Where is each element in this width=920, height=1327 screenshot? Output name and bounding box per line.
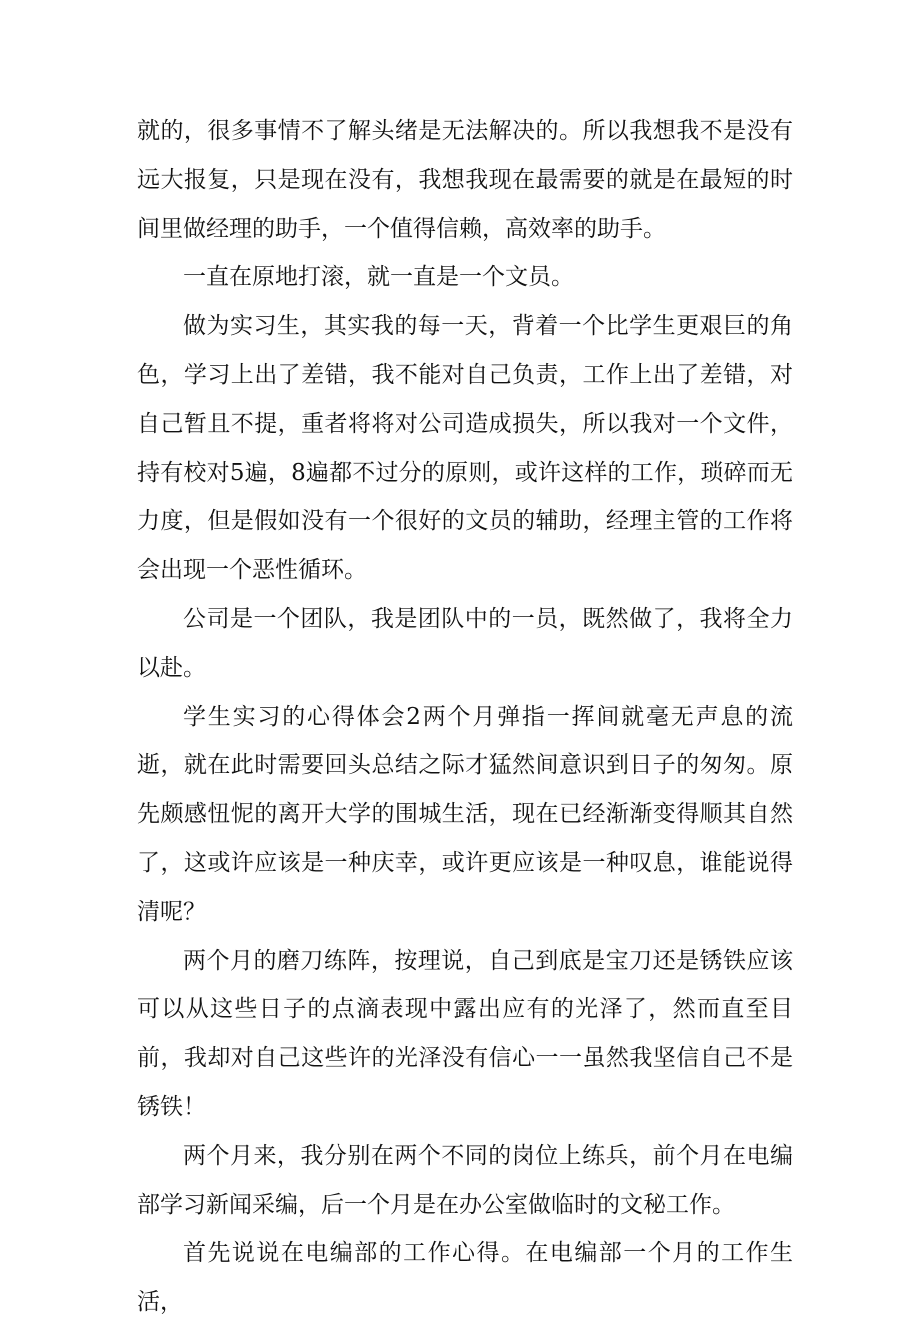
paragraph-4: 公司是一个团队，我是团队中的一员，既然做了，我将全力以赴。	[137, 605, 793, 681]
paragraph-1: 就的，很多事情不了解头绪是无法解决的。所以我想我不是没有远大报复，只是现在没有，我想我现在最需要的就是在最短的时间里做经理的助手，一个值得信赖，高效率的助手。	[137, 118, 793, 242]
paragraph-7: 两个月来，我分别在两个不同的岗位上练兵，前个月在电编部学习新闻采编，后一个月是在办公室做临时的文秘工作。	[137, 1142, 793, 1218]
document-body	[137, 107, 793, 1327]
paragraph-5: 学生实习的心得体会2两个月弹指一挥间就毫无声息的流逝，就在此时需要回头总结之际才猛然间意识到日子的匆匆。原先颇感忸怩的离开大学的围城生活，现在已经渐渐变得顺其自然了，这或许应该是一种庆幸，或许更应该是一种叹息，谁能说得清呢？	[137, 703, 793, 925]
paragraph-8: 首先说说在电编部的工作心得。在电编部一个月的工作生活，	[137, 1240, 793, 1316]
paragraph-6: 两个月的磨刀练阵，按理说，自己到底是宝刀还是锈铁应该可以从这些日子的点滴表现中露出应有的光泽了，然而直至目前，我却对自己这些许的光泽没有信心一一虽然我坚信自己不是锈铁！	[137, 947, 793, 1120]
paragraph-3: 做为实习生，其实我的每一天，背着一个比学生更艰巨的角色，学习上出了差错，我不能对自己负责，工作上出了差错，对自己暂且不提，重者将将对公司造成损失，所以我对一个文件，持有校对5遍，8遍都不过分的原则，或许这样的工作，琐碎而无力度，但是假如没有一个很好的文员的辅助，经理主管的工作将会出现一个恶性循环。	[137, 313, 793, 584]
paragraph-2: 一直在原地打滚，就一直是一个文员。	[183, 264, 574, 291]
